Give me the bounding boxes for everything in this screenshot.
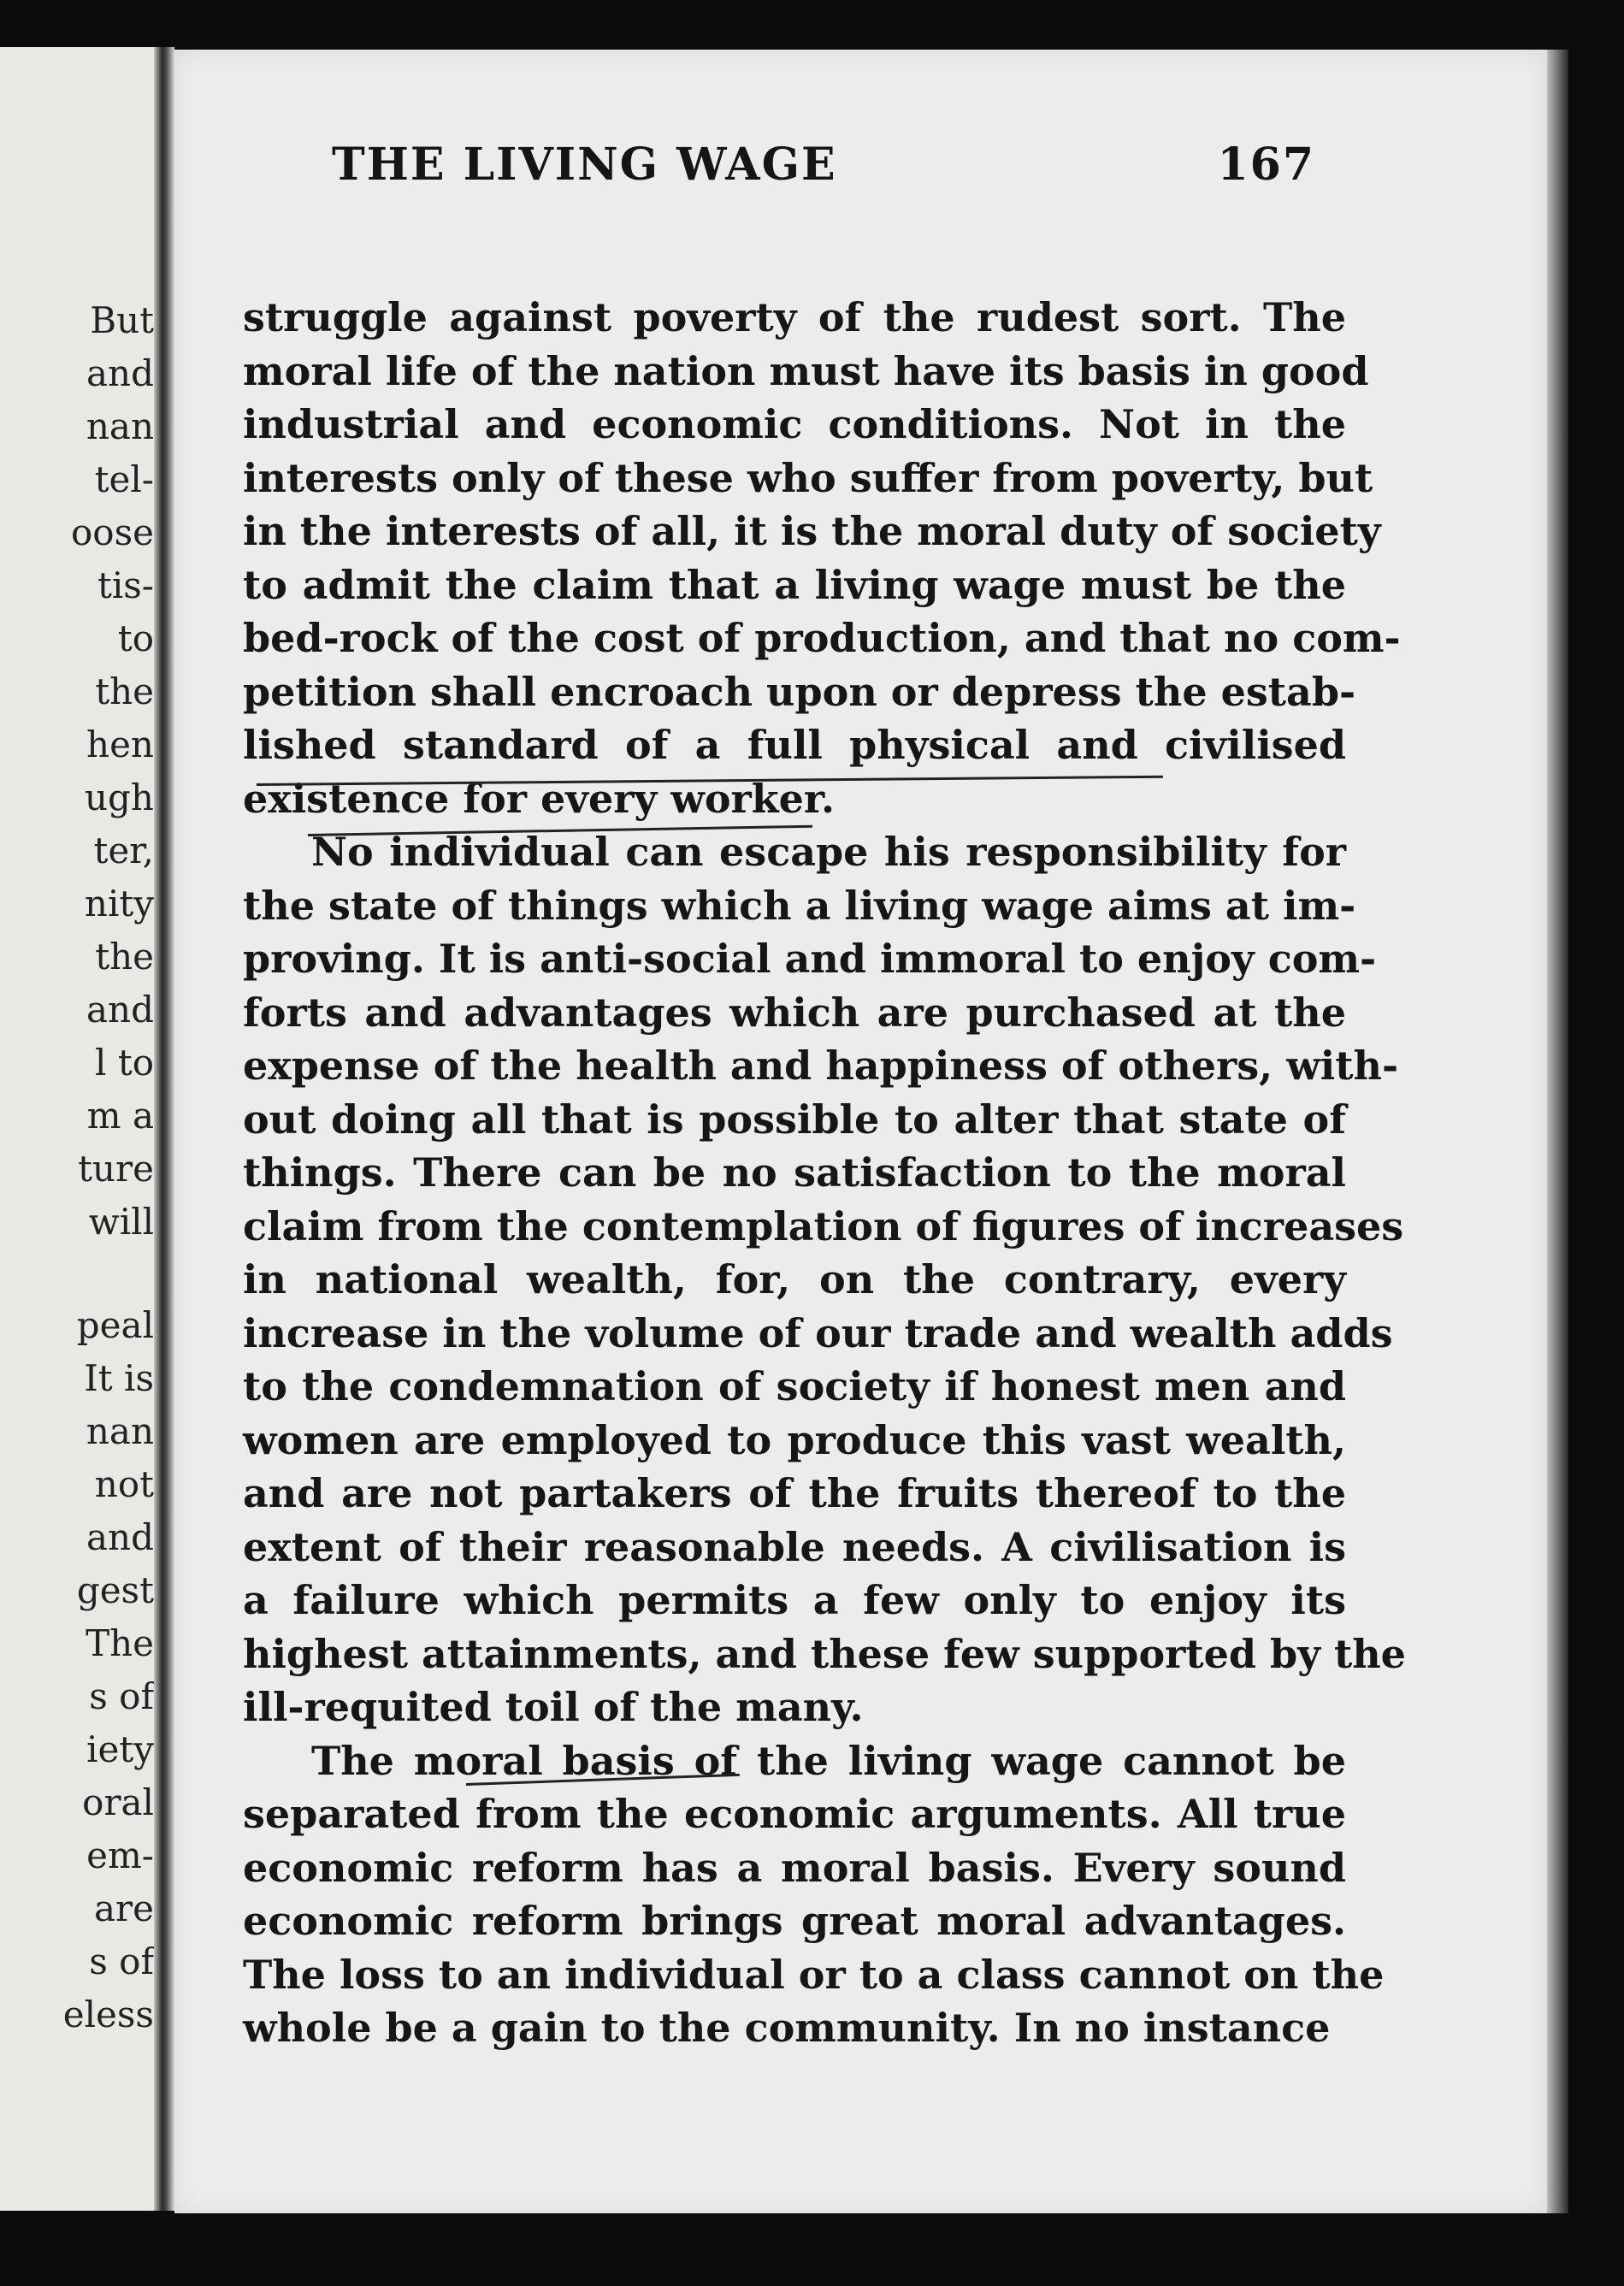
facing-page-text: will — [88, 1201, 154, 1243]
facing-page-text: peal — [76, 1304, 154, 1346]
facing-page-text: But — [90, 299, 154, 341]
facing-page-text: l to — [95, 1042, 154, 1084]
text-line: things. There can be no satisfaction to the moral — [243, 1149, 1346, 1196]
text-line: The moral basis of the living wage cannot be — [311, 1737, 1346, 1784]
text-line: the state of things which a living wage aims at im- — [243, 882, 1356, 929]
text-line: No individual can escape his responsibility for — [311, 829, 1346, 875]
facing-page-text: s of — [89, 1940, 154, 1982]
facing-page-text: iety — [86, 1728, 154, 1770]
text-line: separated from the economic arguments. All true — [243, 1791, 1346, 1837]
facing-page-text: and — [86, 989, 154, 1031]
facing-page-text: tel- — [94, 458, 154, 500]
text-line: economic reform brings great moral advantages. — [243, 1898, 1346, 1944]
book-gutter — [154, 47, 174, 2211]
text-line: economic reform has a moral basis. Every sound — [243, 1844, 1346, 1891]
text-line: in the interests of all, it is the moral duty of society — [243, 508, 1381, 554]
facing-page-text: gest — [76, 1569, 154, 1611]
facing-page-text: oral — [82, 1781, 154, 1823]
body-text — [243, 291, 1406, 2055]
running-title: THE LIVING WAGE — [332, 139, 837, 191]
text-line: out doing all that is possible to alter that state of — [243, 1096, 1346, 1143]
facing-page-text: oose — [71, 511, 154, 553]
facing-page-text: s of — [89, 1675, 154, 1717]
facing-page-text: m a — [86, 1095, 154, 1137]
text-line: whole be a gain to the community. In no instance — [243, 2005, 1331, 2051]
facing-page-text: ter, — [93, 830, 154, 871]
facing-page-text: are — [94, 1887, 154, 1929]
text-line: extent of their reasonable needs. A civilisation is — [243, 1523, 1346, 1570]
text-line: a failure which permits a few only to enjoy its — [243, 1577, 1346, 1623]
facing-page-text: nan — [86, 1410, 154, 1452]
facing-page-text: eless — [62, 1994, 154, 2035]
facing-page-text: the — [95, 670, 154, 712]
text-line: expense of the health and happiness of others, with- — [243, 1043, 1399, 1089]
text-line: moral life of the nation must have its basis in good — [243, 347, 1369, 394]
text-line: highest attainments, and these few supported by the — [243, 1630, 1406, 1677]
page-number: 167 — [1217, 139, 1315, 191]
text-line: in national wealth, for, on the contrary, every — [243, 1256, 1346, 1302]
facing-page-fragment — [0, 47, 154, 2211]
text-line: claim from the contemplation of figures of increases — [243, 1202, 1404, 1249]
text-line: The loss to an individual or to a class cannot on the — [243, 1951, 1385, 1998]
text-line: existence for every worker. — [243, 775, 835, 822]
text-line: industrial and economic conditions. Not in the — [243, 401, 1346, 447]
facing-page-text: not — [94, 1463, 154, 1505]
text-line: ill-requited toil of the many. — [243, 1684, 864, 1730]
facing-page-text: hen — [86, 724, 154, 765]
text-line: to the condemnation of society if honest men and — [243, 1363, 1346, 1409]
facing-page-text: nity — [84, 883, 154, 924]
text-line: increase in the volume of our trade and wealth adds — [243, 1309, 1393, 1356]
text-line: interests only of these who suffer from poverty, but — [243, 454, 1373, 501]
facing-page-text: It is — [84, 1357, 154, 1399]
text-line: bed-rock of the cost of production, and that no com- — [243, 615, 1401, 661]
facing-page-text: em- — [86, 1834, 154, 1876]
text-line: women are employed to produce this vast wealth, — [243, 1416, 1346, 1463]
facing-page-text: tis- — [97, 564, 154, 606]
facing-page-text: ugh — [85, 777, 154, 818]
text-line: and are not partakers of the fruits thereof to the — [243, 1470, 1346, 1516]
text-line: forts and advantages which are purchased at the — [243, 989, 1346, 1036]
facing-page-text: to — [117, 617, 154, 659]
text-line: proving. It is anti-social and immoral to enjoy com- — [243, 936, 1377, 982]
facing-page-text: and — [86, 352, 154, 394]
text-line: struggle against poverty of the rudest sort. The — [243, 294, 1346, 340]
facing-page-text: the — [95, 936, 154, 978]
text-line: lished standard of a full physical and civilised — [243, 722, 1346, 768]
facing-page-text: ture — [78, 1148, 154, 1190]
page-edge — [1547, 50, 1568, 2213]
facing-page-text: nan — [86, 405, 154, 447]
facing-page-text: and — [86, 1516, 154, 1558]
facing-page-text: The — [86, 1622, 154, 1664]
text-line: to admit the claim that a living wage must be the — [243, 561, 1346, 608]
text-line: petition shall encroach upon or depress the estab- — [243, 668, 1356, 715]
